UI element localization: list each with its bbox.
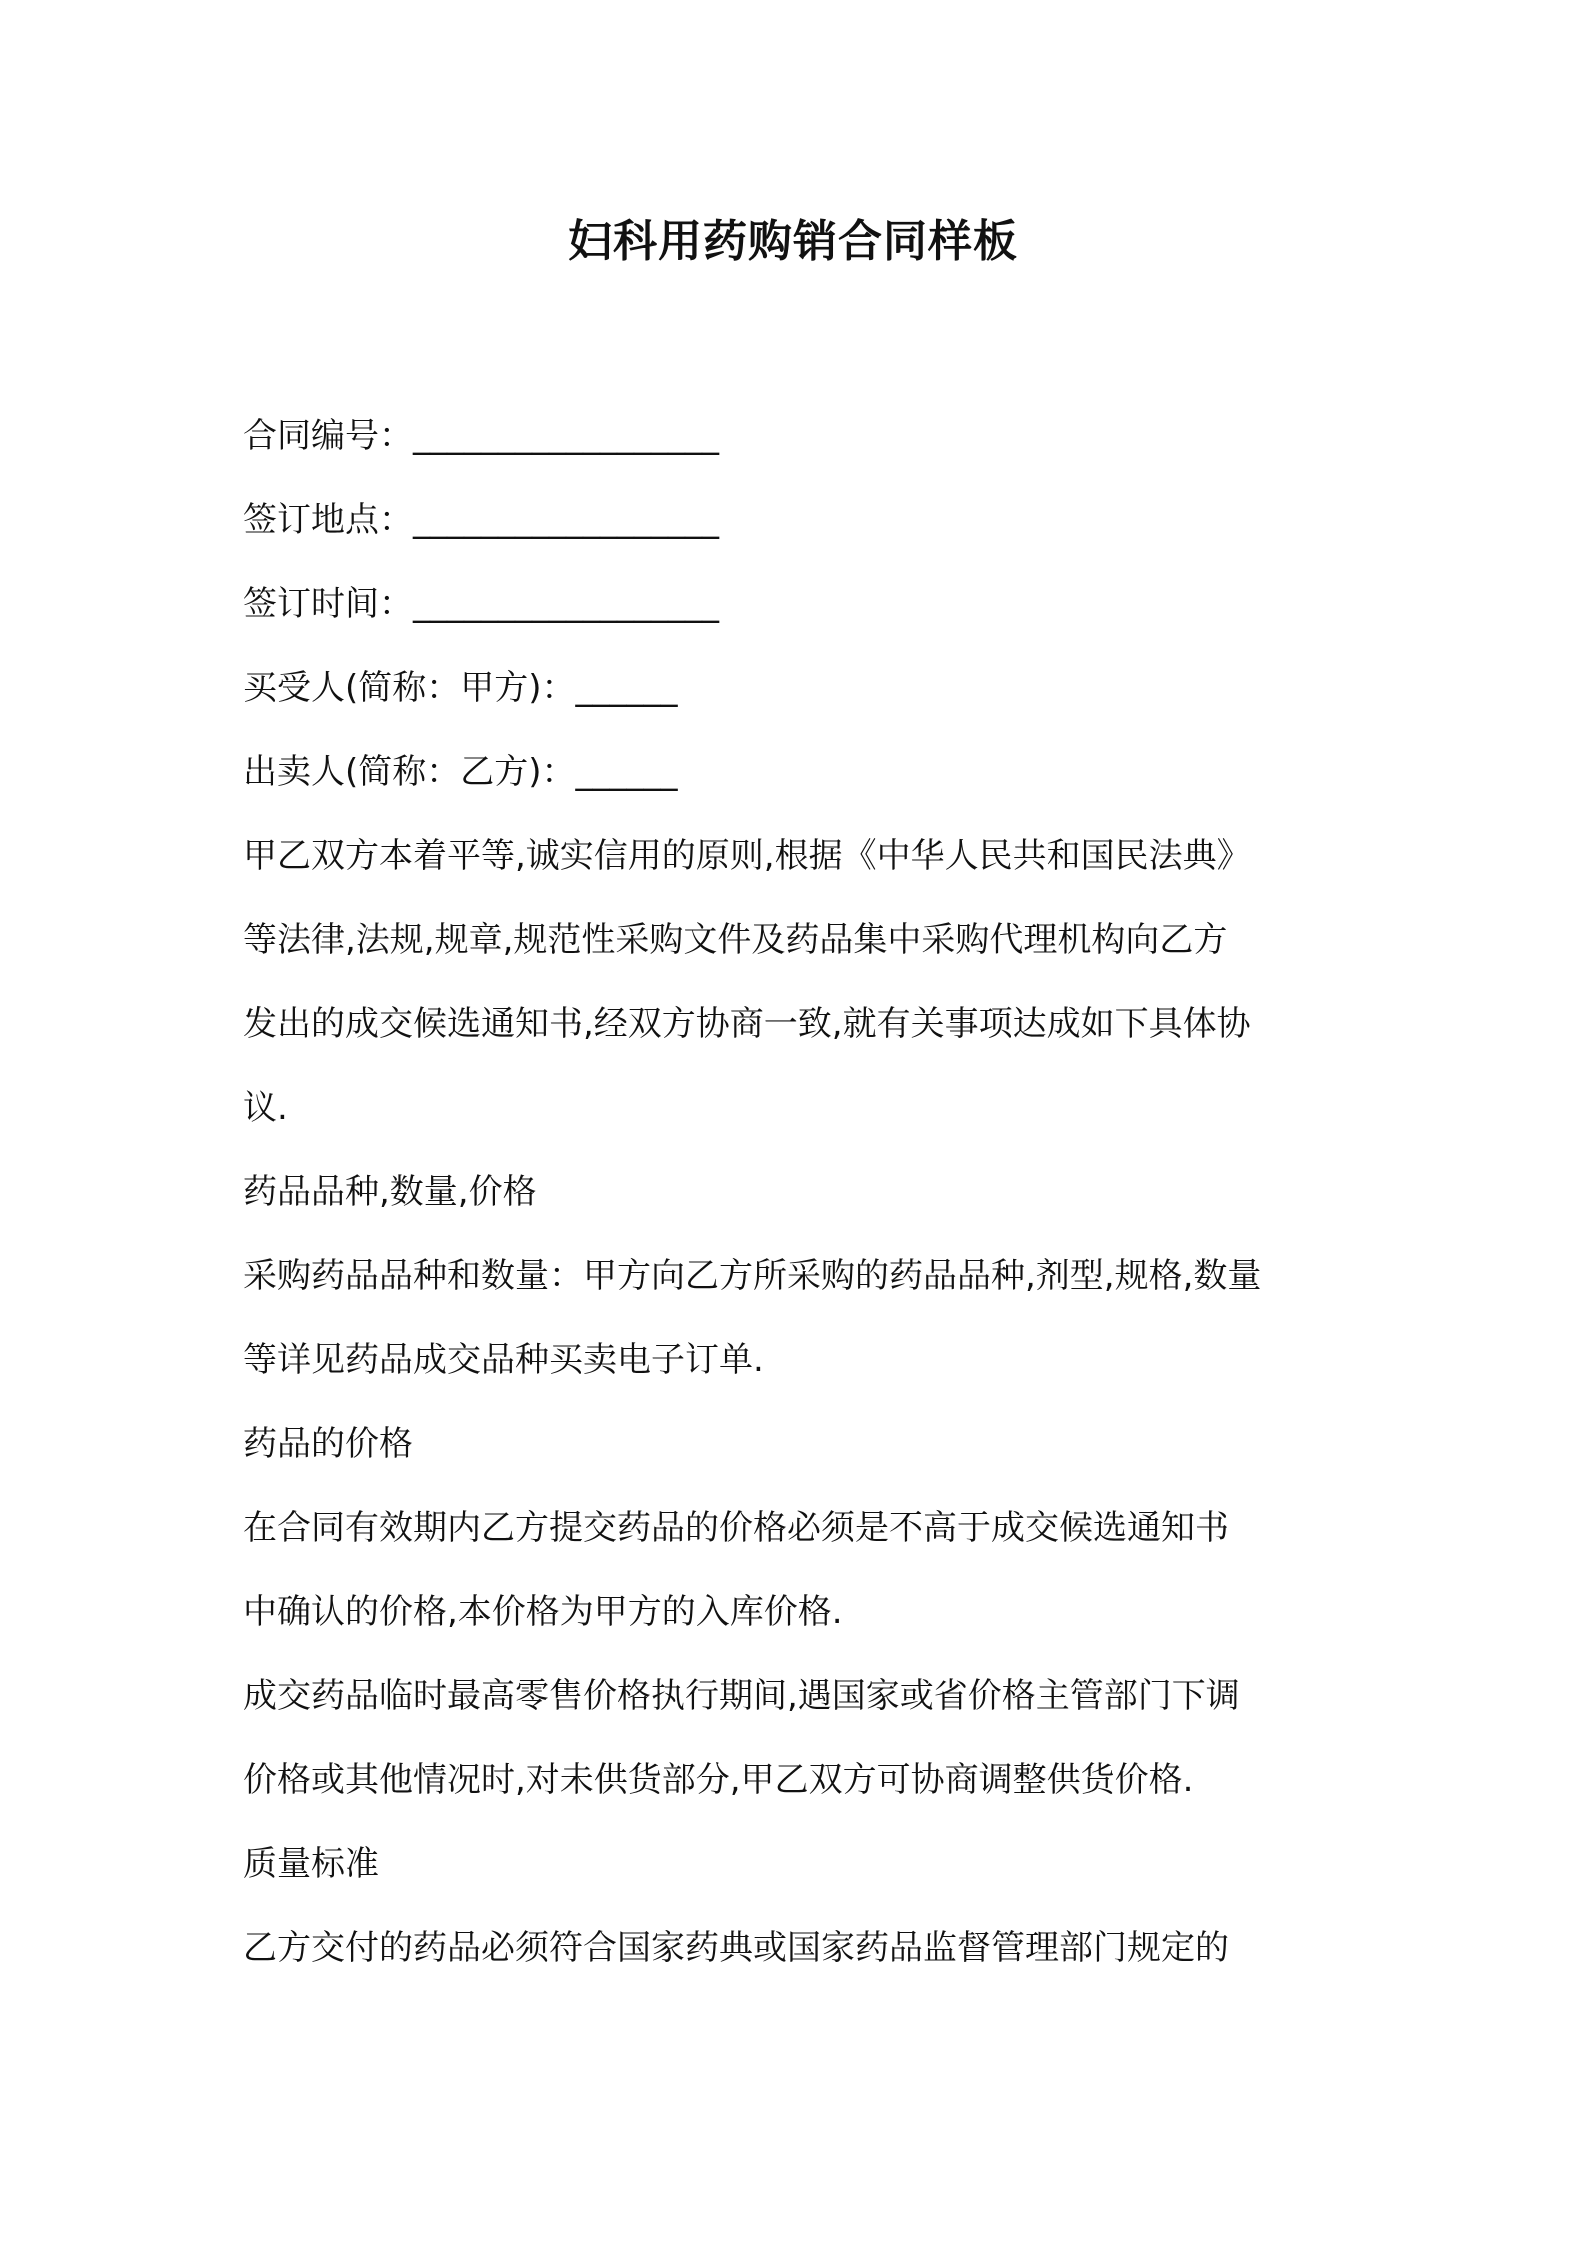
field-blank: __________________: [413, 584, 719, 624]
field-seller: [243, 730, 1355, 814]
field-signing-place: [243, 478, 1355, 562]
field-blank: ______: [575, 668, 678, 708]
body-line: 发出的成交候选通知书,经双方协商一致,就有关事项达成如下具体协: [243, 1004, 1251, 1044]
body-line: 价格或其他情况时,对未供货部分,甲乙双方可协商调整供货价格.: [243, 1760, 1194, 1800]
field-contract-number: [243, 394, 1355, 478]
field-label: 签订时间：: [243, 584, 413, 624]
document-title: 妇科用药购销合同样板: [568, 216, 1018, 267]
body-line: 等法律,法规,规章,规范性采购文件及药品集中采购代理机构向乙方: [243, 920, 1228, 960]
field-label: 出卖人(简称：乙方)：: [243, 752, 576, 792]
body-line: 中确认的价格,本价格为甲方的入库价格.: [243, 1592, 843, 1632]
body-line: 在合同有效期内乙方提交药品的价格必须是不高于成交候选通知书: [243, 1508, 1229, 1548]
field-blank: __________________: [413, 416, 719, 456]
body-line: 采购药品品种和数量：甲方向乙方所采购的药品品种,剂型,规格,数量: [243, 1256, 1262, 1296]
field-label: 买受人(简称：甲方)：: [243, 668, 576, 708]
section-heading: 质量标准: [243, 1844, 379, 1884]
field-blank: ______: [575, 752, 678, 792]
field-blank: __________________: [413, 500, 719, 540]
body-line: 等详见药品成交品种买卖电子订单.: [243, 1340, 764, 1380]
contract-fields: [243, 394, 1355, 1990]
body-line: 议.: [243, 1088, 288, 1128]
field-buyer: [243, 646, 1355, 730]
field-label: 签订地点：: [243, 500, 413, 540]
section-heading: 药品品种,数量,价格: [243, 1172, 537, 1212]
body-line: 乙方交付的药品必须符合国家药典或国家药品监督管理部门规定的: [243, 1928, 1229, 1968]
body-line: 成交药品临时最高零售价格执行期间,遇国家或省价格主管部门下调: [243, 1676, 1240, 1716]
field-signing-time: [243, 562, 1355, 646]
section-heading: 药品的价格: [243, 1424, 413, 1464]
field-label: 合同编号：: [243, 416, 413, 456]
body-line: 甲乙双方本着平等,诚实信用的原则,根据《中华人民共和国民法典》: [243, 836, 1251, 876]
